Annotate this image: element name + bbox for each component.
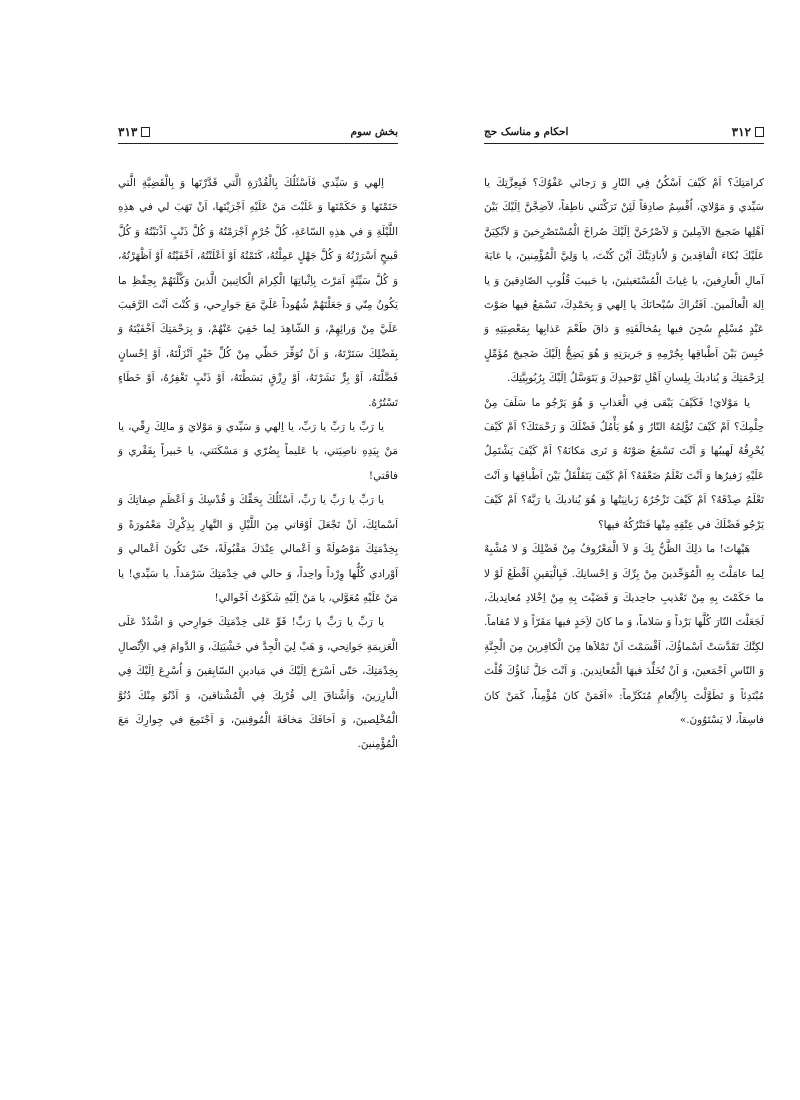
paragraph: يا رَبِّ يا رَبِّ يا رَبِّ، اَسْئَلُكَ بِحَقِّكَ وَ قُدْسِكَ وَ اَعْظَمِ صِفاتِكَ وَ اَسْمائِكَ، اَنْ تَجْعَلَ اَوْقاتي مِنَ اللَّيْلِ وَ النَّهارِ بِذِكْرِكَ مَعْمُورَةً وَ بِخِدْمَتِكَ مَوْصُولَةً وَ اَعْمالي عِنْدَكَ مَقْبُولَةً، حَتّى تَكُونَ اَعْمالي وَ اَوْرادي كُلُّها وِرْداً واحِداً، وَ حالي في خِدْمَتِكَ سَرْمَداً. يا سَيِّدي! يا مَنْ عَلَيْهِ مُعَوَّلي، يا مَنْ اِلَيْهِ شَكَوْتُ اَحْوالي! (118, 494, 398, 604)
left-page (118, 125, 398, 751)
left-page-body (118, 171, 398, 757)
paragraph: اِلهي وَ سَيِّدي فَاَسْئَلُكَ بِالْقُدْرَةِ الَّتي قَدَّرْتَها وَ بِالْقَضِيَّةِ الَّتي حَتَمْتَها وَ حَكَمْتَها وَ غَلَبْتَ مَنْ عَلَيْهِ اَجْرَيْتَها، اَنْ تَهَبَ لي في هذِهِ اللَّيْلَةِ وَ في هذِهِ السّاعَةِ، كُلَّ جُرْمٍ اَجْرَمْتُهُ وَ كُلَّ ذَنْبٍ اَذْنَبْتُهُ وَ كُلَّ قَبيحٍ اَسْرَرْتُهُ وَ كُلَّ جَهْلٍ عَمِلْتُهُ، كَتَمْتُهُ اَوْ اَعْلَنْتُهُ، اَخْفَيْتُهُ اَوْ اَظْهَرْتُهُ، وَ كُلَّ سَيِّئَةٍ اَمَرْتَ بِاِثْباتِهَا الْكِرامَ الْكاتِبينَ الَّذينَ وَكَّلْتَهُمْ بِحِفْظِ ما يَكُونُ مِنّي وَ جَعَلْتَهُمْ شُهُوداً عَلَيَّ مَعَ جَوارِحي، وَ كُنْتَ اَنْتَ الرَّقيبَ عَلَيَّ مِنْ وَرائِهِمْ، وَ الشّاهِدَ لِما خَفِيَ عَنْهُمْ، وَ بِرَحْمَتِكَ اَخْفَيْتَهُ وَ بِفَضْلِكَ سَتَرْتَهُ، وَ اَنْ تُوَفِّرَ حَظّي مِنْ كُلِّ خَيْرٍ اَنْزَلْتَهُ، اَوْ اِحْسانٍ فَضَّلْتَهُ، اَوْ بِرٍّ نَشَرْتَهُ، اَوْ رِزْقٍ بَسَطْتَهُ، اَوْ ذَنْبٍ تَغْفِرُهُ، اَوْ خَطَاءٍ تَسْتُرُهُ. (118, 177, 398, 409)
page-marker-icon (755, 127, 764, 137)
right-page-number-text: ۳۱۲ (731, 125, 751, 139)
paragraph: يا مَوْلايَ! فَكَيْفَ يَبْقى فِي الْعَذابِ وَ هُوَ يَرْجُو ما سَلَفَ مِنْ حِلْمِكَ؟ اَمْ كَيْفَ تُؤْلِمُهُ النّارُ وَ هُوَ يَأْمُلُ فَضْلَكَ وَ رَحْمَتَكَ؟ اَمْ كَيْفَ يُحْرِقُهُ لَهيبُها وَ اَنْتَ تَسْمَعُ صَوْتَهُ وَ تَرى مَكانَهُ؟ اَمْ كَيْفَ يَشْتَمِلُ عَلَيْهِ زَفيرُها وَ اَنْتَ تَعْلَمُ ضَعْفَهُ؟ اَمْ كَيْفَ يَتَقَلْقَلُ بَيْنَ اَطْباقِها وَ اَنْتَ تَعْلَمُ صِدْقَهُ؟ اَمْ كَيْفَ تَزْجُرُهُ زَبانِيَتُها وَ هُوَ يُناديكَ يا رَبَّهُ؟ اَمْ كَيْفَ يَرْجُو فَضْلَكَ في عِتْقِهِ مِنْها فَتَتْرُكُهُ فيها؟ (484, 396, 764, 531)
right-page-number (732, 125, 764, 139)
right-running-title: احکام و مناسک حج (484, 126, 569, 138)
paragraph: كرامَتِكَ؟ اَمْ كَيْفَ اَسْكُنُ فِي النّارِ وَ رَجائي عَفْوُكَ؟ فَبِعِزَّتِكَ يا سَيِّدي وَ مَوْلايَ، اُقْسِمُ صادِقاً لَئِنْ تَرَكْتَني ناطِقاً، لاََضِجَّنَّ اِلَيْكَ بَيْنَ اَهْلِها ضَجيجَ الآمِلينَ وَ لاََصْرُخَنَّ اِلَيْكَ صُراخَ الْمُسْتَصْرِخينَ وَ لاََبْكِيَنَّ عَلَيْكَ بُكاءَ الْفاقِدينَ وَ لاَُنادِيَنَّكَ اَيْنَ كُنْتَ، يا وَلِيَّ الْمُؤْمِنينَ، يا غايَةَ آمالِ الْعارِفينَ، يا غِياثَ الْمُسْتَغيثينَ، يا حَبيبَ قُلُوبِ الصّادِقينَ وَ يا اِلهَ الْعالَمينَ. اَفَتُراكَ سُبْحانَكَ يا اِلهي وَ بِحَمْدِكَ، تَسْمَعُ فيها صَوْتَ عَبْدٍ مُسْلِمٍ سُجِنَ فيها بِمُخالَفَتِهِ وَ ذاقَ طَعْمَ عَذابِها بِمَعْصِيَتِهِ وَ حُبِسَ بَيْنَ اَطْباقِها بِجُرْمِهِ وَ جَريرَتِهِ وَ هُوَ يَضِجُّ اِلَيْكَ ضَجيجَ مُؤَمِّلٍ لِرَحْمَتِكَ وَ يُناديكَ بِلِسانِ اَهْلِ تَوْحيدِكَ وَ يَتَوَسَّلُ اِلَيْكَ بِرُبُوبِيَّتِكَ. (484, 177, 764, 385)
right-page-body (484, 171, 764, 732)
paragraph: هَيْهاتَ! ما ذلِكَ الظَّنُّ بِكَ وَ لاَ الْمَعْرُوفُ مِنْ فَضْلِكَ وَ لا مُشْبِهٌ لِما عامَلْتَ بِهِ الْمُوَحِّدينَ مِنْ بِرِّكَ وَ اِحْسانِكَ. فَبِالْيَقينِ اَقْطَعُ لَوْ لا ما حَكَمْتَ بِهِ مِنْ تَعْذيبِ جاحِديكَ وَ قَضَيْتَ بِهِ مِنْ اِخْلادِ مُعانِديكَ، لَجَعَلْتَ النّارَ كُلَّها بَرْداً وَ سَلاماً، وَ ما كانَ لاَِحَدٍ فيها مَقَرّاً وَ لا مُقاماً. لكِنَّكَ تَقَدَّسَتْ اَسْماؤُكَ، اَقْسَمْتَ اَنْ تَمْلاََها مِنَ الْكافِرينَ مِنَ الْجِنَّةِ وَ النّاسِ اَجْمَعينَ، وَ اَنْ تُخَلِّدَ فيهَا الْمُعانِدينَ. وَ اَنْتَ جَلَّ ثَناؤُكَ قُلْتَ مُبْتَدِئاً وَ تَطَوَّلْتَ بِالاِْنْعامِ مُتَكَرِّماً: «اَفَمَنْ كانَ مُؤْمِناً، كَمَنْ كانَ فاسِقاً، لا يَسْتَوُونَ.» (484, 543, 764, 726)
left-page-header (118, 125, 398, 144)
paragraph: يا رَبِّ يا رَبِّ يا رَبِّ! قَوِّ عَلى خِدْمَتِكَ جَوارِحي وَ اشْدُدْ عَلَى الْعَزيمَةِ جَوانِحي، وَ هَبْ لِيَ الْجِدَّ في خَشْيَتِكَ، وَ الدَّوامَ فِي الاِْتِّصالِ بِخِدْمَتِكَ، حَتّى اَسْرَحَ اِلَيْكَ في مَيادينِ السّابِقينَ وَ اُسْرِعَ اِلَيْكَ فِي الْبارِزينَ، وَاَشْتاقَ اِلى قُرْبِكَ فِي الْمُشْتاقينَ، وَ اَدْنُوَ مِنْكَ دُنُوَّ الْمُخْلِصينَ، وَ اَخافَكَ مَخافَةَ الْمُوقِنينَ، وَ اَجْتَمِعَ في جِوارِكَ مَعَ الْمُؤْمِنينَ. (118, 616, 398, 751)
page-marker-icon (141, 127, 150, 137)
paragraph: يا رَبِّ يا رَبِّ يا رَبِّ، يا اِلهي وَ سَيِّدي وَ مَوْلايَ وَ مالِكَ رِقّي، يا مَنْ بِيَدِهِ ناصِيَتي، يا عَليماً بِضُرّي وَ مَسْكَنَتي، يا خَبيراً بِفَقْري وَ فاقَتي! (118, 421, 398, 482)
left-running-title: بخش سوم (350, 126, 398, 138)
left-page-number (118, 125, 150, 139)
left-page-number-text: ۳۱۳ (118, 125, 138, 139)
right-page (484, 125, 764, 745)
right-page-header (484, 125, 764, 144)
